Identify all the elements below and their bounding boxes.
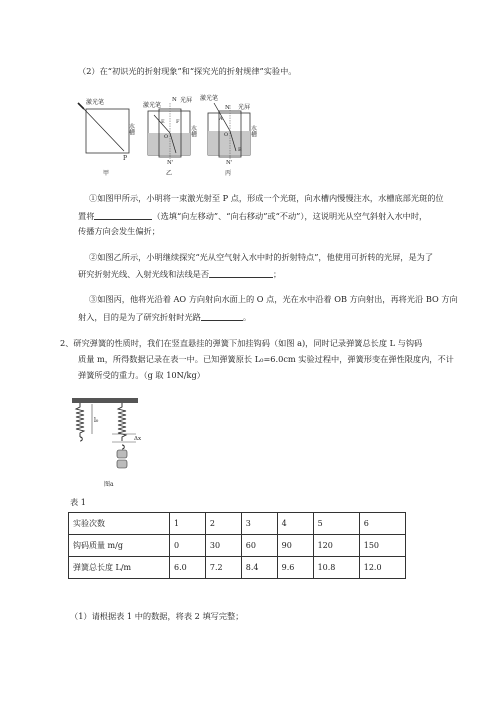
right-spring	[112, 403, 142, 468]
q2-answer-blank[interactable]	[209, 268, 273, 278]
fig-a-caption: 图a	[104, 481, 114, 488]
table-cell: 60	[241, 535, 277, 557]
sub-question-1: （1）请根据表 1 中的数据，将表 2 填写完整；	[70, 611, 244, 621]
table-cell: 6	[359, 513, 405, 535]
bing-tank-label: 水槽	[249, 125, 257, 137]
bing-b: B	[238, 147, 242, 153]
table-cell: 10.8	[313, 557, 359, 579]
table-row	[69, 513, 406, 535]
table-cell: 1	[170, 513, 206, 535]
part2-intro: （2）在“初识光的折射现象”和“探究光的折射规律”实验中。	[78, 66, 297, 76]
q1-line2	[78, 210, 427, 222]
jia-caption: 甲	[103, 170, 110, 177]
bing-a: A	[219, 116, 223, 122]
yi-caption: 乙	[166, 170, 173, 177]
figure-bing	[200, 94, 257, 177]
sec2-line2: 质量 m，所得数据记录在表一中。已知弹簧原长 L₀=6.0cm 实验过程中，弹簧形变在弹性限度内，不计	[78, 354, 454, 364]
sec2-line1: 2、研究弹簧的性质时，我们在竖直悬挂的弹簧下加挂钩码（如图 a)，同时记录弹簧总长度 L 与钩码	[60, 338, 423, 348]
q3-answer-blank[interactable]	[201, 311, 243, 321]
figure-yi	[143, 96, 197, 177]
table-cell: 9.6	[277, 557, 313, 579]
table-cell: 12.0	[359, 557, 405, 579]
yi-e: E	[161, 119, 165, 125]
row-header: 实验次数	[69, 513, 170, 535]
bing-n-bottom: N'	[226, 160, 233, 166]
table-cell: 2	[205, 513, 241, 535]
bing-laser-label: 激光笔	[200, 95, 219, 102]
left-spring	[76, 403, 99, 441]
q1-line2-end: （选填“向左移动”、“向右移动”或“不动”），这说明光从空气斜射入水中时，	[152, 211, 428, 221]
table-row	[69, 535, 406, 557]
spring-l0-label: l₀	[94, 417, 99, 424]
jia-laser-label: 激光笔	[86, 99, 105, 106]
yi-screen-label: 光屏	[180, 97, 193, 104]
yi-laser-label: 激光笔	[143, 102, 162, 109]
spring-figure-a	[70, 394, 150, 494]
table-cell: 3	[241, 513, 277, 535]
q2-line2-start: 研究折射光线、入射光线和法线是否	[78, 269, 210, 279]
table-cell: 0	[170, 535, 206, 557]
row-header: 钩码质量 m/g	[69, 535, 170, 557]
q1-line3: 传播方向会发生偏折；	[78, 226, 160, 236]
spring-dx-label: Δx	[134, 436, 142, 442]
sec2-line3: 弹簧所受的重力。（g 取 10N/kg）	[78, 370, 205, 380]
table-title: 表 1	[70, 497, 86, 507]
bing-o: O	[224, 132, 229, 138]
table-cell: 6.0	[170, 557, 206, 579]
table-cell: 7.2	[205, 557, 241, 579]
bing-n-top: N	[225, 105, 230, 111]
row-header: 弹簧总长度 L/m	[69, 557, 170, 579]
q3-line2	[78, 311, 251, 323]
table-row	[69, 557, 406, 579]
table-cell: 8.4	[241, 557, 277, 579]
light-refraction-figures	[68, 93, 268, 183]
q1-line2-start: 置将	[78, 211, 95, 221]
table-cell: 150	[359, 535, 405, 557]
yi-n-top: N	[172, 97, 177, 103]
jia-point-p: P	[123, 155, 128, 162]
yi-f: F	[176, 119, 180, 125]
q2-line2-end: ；	[273, 269, 282, 279]
data-table	[68, 512, 406, 579]
yi-n-bottom: N'	[167, 160, 174, 166]
table-cell: 5	[313, 513, 359, 535]
q3-line1: ③如图丙，他将光沿着 AO 方向射向水面上的 O 点，光在水中沿着 OB 方向射出，再将光沿 BO 方向	[89, 294, 458, 304]
table-cell: 90	[277, 535, 313, 557]
table-cell: 30	[205, 535, 241, 557]
q1-line1: ①如图甲所示，小明将一束激光射至 P 点，形成一个光斑，向水槽内慢慢注水，水槽底部光斑的位	[89, 193, 444, 203]
q3-line2-end: 。	[242, 312, 252, 322]
jia-tank-label: 水槽	[127, 123, 135, 135]
q3-line2-start: 射入，目的是为了研究折射时光路	[78, 312, 201, 322]
table-cell: 120	[313, 535, 359, 557]
bing-screen-label: 光屏	[238, 104, 251, 111]
yi-tank-label: 水槽	[189, 125, 197, 137]
q2-line2	[78, 268, 281, 280]
q2-line1: ②如图乙所示，小明继续探究“光从空气射入水中时的折射特点”，他使用可折转的光屏，是为了	[89, 252, 434, 262]
figure-jia	[78, 98, 135, 177]
bing-caption: 丙	[225, 170, 232, 177]
yi-o: O	[164, 134, 169, 140]
table-cell: 4	[277, 513, 313, 535]
q1-answer-blank[interactable]	[94, 210, 152, 220]
